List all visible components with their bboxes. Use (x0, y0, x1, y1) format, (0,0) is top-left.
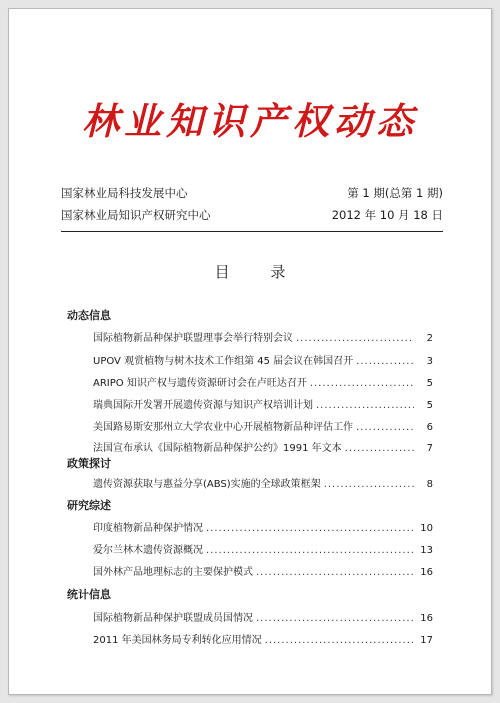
toc-entry-page: 7 (426, 443, 433, 454)
publication-title: 林业知识产权动态 (82, 100, 418, 143)
toc-entry-title: 印度植物新品种保护情况 (93, 523, 203, 534)
dot-leader (356, 422, 414, 433)
toc-entry-page: 16 (420, 613, 433, 624)
header-divider (61, 231, 443, 232)
toc-entry-title: 遗传资源获取与惠益分享(ABS)实施的全球政策框架 (93, 479, 321, 490)
toc-entry[interactable] (93, 418, 433, 433)
toc-entry[interactable] (93, 352, 433, 367)
toc-entry[interactable] (93, 439, 433, 454)
dot-leader (206, 523, 414, 534)
toc-entry-page: 5 (426, 378, 433, 389)
dot-leader (206, 545, 414, 556)
toc-entry[interactable] (93, 609, 433, 624)
dot-leader (256, 613, 414, 624)
dot-leader (356, 356, 414, 367)
toc-entry-title: 2011 年美国林务局专利转化应用情况 (93, 635, 262, 646)
org-line-2: 国家林业局知识产权研究中心 (61, 208, 211, 222)
dot-leader (310, 378, 414, 389)
toc-entry-page: 16 (420, 567, 433, 578)
toc-entry-page: 10 (420, 523, 433, 534)
toc-entry[interactable] (93, 374, 433, 389)
section-heading: 研究综述 (67, 499, 111, 512)
header-row-2 (61, 207, 443, 223)
dot-leader (256, 567, 414, 578)
toc-entry-page: 13 (420, 545, 433, 556)
toc-entry[interactable] (93, 563, 433, 578)
toc-heading: 目 录 (214, 263, 304, 281)
dot-leader (316, 400, 414, 411)
toc-entry-title: 国际植物新品种保护联盟成员国情况 (93, 613, 253, 624)
header-row-1 (61, 185, 443, 201)
toc-entry-title: UPOV 观赏植物与树木技术工作组第 45 届会议在韩国召开 (93, 356, 354, 367)
toc-entry[interactable] (93, 329, 433, 344)
toc-entry-title: 法国宣布承认《国际植物新品种保护公约》1991 年文本 (93, 443, 342, 454)
toc-entry[interactable] (93, 396, 433, 411)
section-heading: 统计信息 (67, 588, 111, 601)
toc-entry-page: 2 (426, 333, 433, 344)
toc-entry[interactable] (93, 631, 433, 646)
toc-entry-title: ARIPO 知识产权与遗传资源研讨会在卢旺达召开 (93, 378, 307, 389)
toc-entry-title: 瑞典国际开发署开展遗传资源与知识产权培训计划 (93, 400, 313, 411)
toc-entry-title: 国外林产品地理标志的主要保护模式 (93, 567, 253, 578)
toc-entry-title: 国际植物新品种保护联盟理事会举行特别会议 (93, 333, 293, 344)
toc-entry-title: 爱尔兰林木遗传资源概况 (93, 545, 203, 556)
toc-entry-page: 6 (426, 422, 433, 433)
issue-number: 第 1 期(总第 1 期) (347, 186, 443, 200)
dot-leader (296, 333, 414, 344)
dot-leader (265, 635, 414, 646)
org-line-1: 国家林业局科技发展中心 (61, 186, 188, 200)
toc-entry[interactable] (93, 475, 433, 490)
toc-entry-page: 3 (426, 356, 433, 367)
toc-entry[interactable] (93, 541, 433, 556)
document-page (8, 8, 492, 695)
toc-entry-page: 8 (426, 479, 433, 490)
section-heading: 动态信息 (67, 309, 111, 322)
toc-entry-page: 17 (420, 635, 433, 646)
toc-entry[interactable] (93, 519, 433, 534)
dot-leader (345, 443, 414, 454)
section-heading: 政策探讨 (67, 457, 111, 470)
toc-entry-title: 美国路易斯安那州立大学农业中心开展植物新品种评估工作 (93, 422, 353, 433)
dot-leader (324, 479, 414, 490)
toc-entry-page: 5 (426, 400, 433, 411)
issue-date: 2012 年 10 月 18 日 (331, 208, 443, 222)
